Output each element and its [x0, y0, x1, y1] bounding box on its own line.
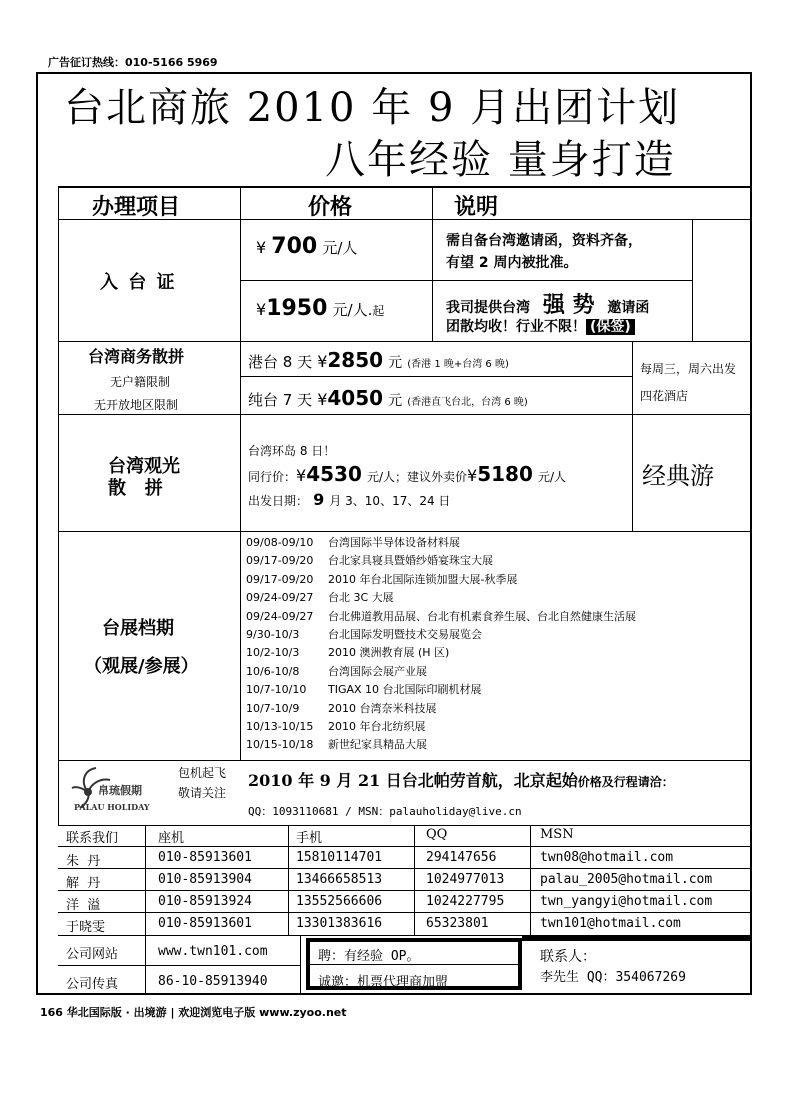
ad-hotline: 广告征订热线：010-5166 5969	[48, 56, 218, 69]
entry-permit-note-1a: 需自备台湾邀请函，资料齐备，	[446, 233, 642, 249]
contact-header: QQ	[426, 827, 448, 842]
col-divider-2	[432, 186, 433, 341]
fax-label: 公司传真	[66, 977, 119, 992]
route-note: (香港 1 晚+台湾 6 晚)	[407, 359, 509, 370]
currency-symbol: ¥	[467, 466, 478, 485]
contact-cell: 13301383616	[296, 916, 383, 931]
expo-name: 新世纪家具精品大展	[328, 738, 427, 752]
currency-symbol: ¥	[317, 352, 328, 371]
expo-date: 10/2-10/3	[246, 646, 300, 660]
charter-headline	[248, 768, 674, 791]
contact-cell: 65323801	[426, 916, 489, 931]
expo-item	[246, 589, 394, 605]
route-name: 港台 8 天	[248, 353, 313, 371]
contact-cell: 010-85913924	[158, 894, 252, 909]
expo-date: 09/17-09/20	[246, 554, 314, 568]
expo-item	[246, 608, 636, 624]
col-divider-1	[240, 186, 241, 760]
contact-cell: 13466658513	[296, 872, 383, 887]
price-unit: 元/人	[322, 239, 358, 257]
sightseeing-label-2: 散 拼	[108, 478, 163, 499]
business-sub-1: 无户籍限制	[110, 375, 171, 389]
contact-cell: 1024977013	[426, 872, 505, 887]
expo-date: 10/13-10/15	[246, 720, 314, 733]
logo-en: PALAU HOLIDAY	[74, 802, 150, 812]
entry-permit-note-2a	[446, 288, 649, 319]
contact-cell: 13552566606	[296, 894, 383, 909]
sightseeing-label-1: 台湾观光	[108, 456, 180, 477]
contact-row-divider	[58, 890, 752, 891]
price-suffix: 起	[372, 304, 385, 318]
business-sub-2: 无开放地区限制	[94, 398, 179, 412]
permit-right-border	[692, 219, 693, 341]
expo-name: 2010 台湾奈米科技展	[328, 701, 437, 715]
expo-date: 10/7-10/9	[246, 701, 300, 715]
entry-permit-price-2	[256, 296, 384, 321]
expo-date: 10/6-10/8	[246, 664, 300, 678]
header-note: 说明	[454, 195, 499, 220]
bottom-col-divider-1	[145, 935, 146, 995]
route-unit: 元	[388, 393, 403, 409]
row-divider-business	[58, 341, 752, 342]
expo-name: 台北家具寝具暨婚纱婚宴珠宝大展	[328, 554, 493, 568]
contact-row-divider	[58, 846, 752, 847]
expo-item	[246, 644, 449, 660]
expo-item	[246, 718, 426, 734]
fax-value: 86-10-85913940	[158, 974, 268, 989]
contact-cell: 解 丹	[66, 876, 101, 891]
guarantee-badge: (保签)	[586, 319, 635, 335]
peer-unit: 元/人；建议外卖价	[366, 470, 468, 484]
contact-email[interactable]: twn08@hotmail.com	[540, 850, 674, 865]
expo-date: 9/30-10/3	[246, 628, 300, 641]
entry-permit-label: 入 台 证	[100, 272, 177, 293]
headline-main: 2010 年 9 月 21 日台北帕劳首航，北京起始	[248, 771, 578, 790]
expo-item	[246, 571, 517, 587]
retail-unit: 元/人	[537, 470, 567, 484]
charter-contact: QQ：1093110681 / MSN：palauholiday@live.cn	[248, 805, 522, 818]
business-label: 台湾商务散拼	[88, 347, 185, 366]
contact-cell: 于晓雯	[66, 920, 106, 935]
expo-label-2: （观展/参展）	[84, 656, 199, 677]
expo-name: 台湾国际会展产业展	[328, 664, 427, 678]
route-price: 4050	[327, 386, 384, 410]
contact-col-divider	[145, 825, 146, 935]
expo-label-1: 台展档期	[102, 618, 174, 639]
site-value[interactable]: www.twn101.com	[158, 944, 268, 959]
contact-cell: 010-85913601	[158, 916, 252, 931]
entry-permit-note-1b: 有望 2 周内被批准。	[446, 255, 578, 271]
note-line: 团散均收！行业不限！	[446, 319, 586, 335]
route-name: 纯台 7 天	[248, 391, 313, 409]
contact-cell: 010-85913904	[158, 872, 252, 887]
currency-symbol: ¥	[256, 300, 267, 319]
expo-date: 10/15-10/18	[246, 738, 314, 752]
row-divider-charter	[58, 760, 752, 761]
contact-box-top-bar	[522, 935, 752, 941]
note-prefix: 我司提供台湾	[446, 300, 530, 316]
bottom-section-mid-line	[58, 965, 300, 966]
date-month: 9	[313, 490, 325, 509]
contact-cell: 1024227795	[426, 894, 505, 909]
site-label: 公司网站	[66, 947, 119, 962]
note-suffix: 邀请函	[607, 300, 650, 316]
page-subtitle: 八年经验 量身打造	[325, 137, 676, 183]
bottom-col-divider-2	[300, 935, 301, 995]
expo-name: TIGAX 10 台北国际印刷机材展	[328, 683, 482, 697]
contact-row-divider	[58, 868, 752, 869]
expo-name: 2010 澳洲教育展 (H 区)	[328, 646, 450, 660]
date-label: 出发日期：	[248, 494, 309, 508]
expo-item	[246, 736, 427, 752]
contact-col-divider	[414, 825, 415, 935]
business-side-2: 四花酒店	[640, 389, 689, 403]
entry-permit-note-2b	[446, 316, 635, 336]
route-note: (香港直飞台北，台湾 6 晚)	[407, 397, 528, 408]
row-divider-sightseeing	[58, 414, 752, 415]
peer-label: 同行价：	[248, 470, 297, 484]
contact-header: 手机	[296, 831, 323, 846]
palau-holiday-logo	[70, 762, 150, 816]
sightseeing-side: 经典游	[642, 462, 714, 490]
business-side-1: 每周三，周六出发	[640, 362, 737, 376]
row-divider-contacts	[58, 825, 752, 826]
contact-email[interactable]: palau_2005@hotmail.com	[540, 872, 713, 887]
sightseeing-line-1: 台湾环岛 8 日！	[248, 444, 336, 458]
route-price: 2850	[327, 348, 384, 372]
header-item: 办理项目	[92, 195, 181, 220]
expo-date: 09/08-09/10	[246, 536, 314, 549]
contact-header: MSN	[540, 827, 574, 842]
contact-header: 座机	[158, 831, 185, 846]
expo-name: 台北 3C 大展	[328, 591, 394, 605]
contact-col-divider	[288, 825, 289, 935]
contact-person-value: 李先生 QQ：354067269	[540, 970, 686, 985]
header-price: 价格	[308, 195, 353, 220]
price-unit: 元/人.	[332, 301, 373, 319]
price-value: 1950	[266, 296, 328, 321]
expo-name: 2010 年台北纺织展	[328, 720, 426, 733]
currency-symbol: ¥	[317, 390, 328, 409]
expo-name: 2010 年台北国际连锁加盟大展-秋季展	[328, 572, 518, 586]
business-route-1	[248, 348, 509, 372]
row-divider-business-routes	[240, 376, 632, 377]
expo-date: 09/17-09/20	[246, 572, 314, 586]
expo-item	[246, 626, 482, 642]
expo-name: 台北佛道教用品展、台北有机素食养生展、台北自然健康生活展	[328, 609, 636, 623]
expo-item	[246, 534, 460, 550]
invite-text: 诚邀：机票代理商加盟	[318, 975, 449, 990]
page-footer: 166 华北国际版 · 出境游 | 欢迎浏览电子版 www.zyoo.net	[40, 1006, 347, 1019]
contact-col-divider	[530, 825, 531, 935]
contact-cell: 15810114701	[296, 850, 383, 865]
expo-name: 台湾国际半导体设备材料展	[328, 536, 460, 549]
charter-label-2: 敬请关注	[178, 786, 227, 800]
expo-date: 09/24-09/27	[246, 609, 314, 623]
contact-cell: 294147656	[426, 850, 497, 865]
peer-price: 4530	[306, 462, 362, 486]
row-divider-expo	[58, 531, 752, 532]
expo-item	[246, 663, 427, 679]
headline-tail: 价格及行程请洽：	[577, 775, 674, 789]
price-value: 700	[271, 234, 318, 259]
sightseeing-dates	[248, 490, 450, 509]
hire-text: 聘：有经验 OP。	[318, 949, 420, 964]
row-divider-permit	[240, 280, 692, 281]
contact-email[interactable]: twn_yangyi@hotmail.com	[540, 894, 713, 909]
contact-cell: 朱 丹	[66, 854, 101, 869]
note-strong: 强 势	[542, 293, 595, 318]
route-unit: 元	[388, 355, 403, 371]
expo-date: 09/24-09/27	[246, 591, 314, 605]
expo-date: 10/7-10/10	[246, 683, 307, 697]
expo-name: 台北国际发明暨技术交易展览会	[328, 628, 482, 641]
contact-row-divider	[58, 912, 752, 913]
contact-email[interactable]: twn101@hotmail.com	[540, 916, 681, 931]
table-left-border	[58, 186, 59, 825]
page-title: 台北商旅 2010 年 9 月出团计划	[64, 85, 681, 131]
date-rest: 月 3、10、17、24 日	[329, 494, 451, 508]
expo-item	[246, 552, 493, 568]
expo-item	[246, 700, 437, 716]
currency-symbol: ¥	[296, 466, 307, 485]
contact-cell: 洋 溢	[66, 898, 101, 913]
table-top-line	[58, 186, 752, 188]
col-divider-3	[632, 341, 633, 531]
entry-permit-price-1	[256, 234, 357, 259]
business-route-2	[248, 386, 528, 410]
retail-price: 5180	[477, 462, 533, 486]
sightseeing-prices	[248, 462, 566, 486]
logo-cn: 帛琉假期	[98, 784, 142, 797]
charter-label-1: 包机起飞	[178, 766, 227, 780]
contact-cell: 010-85913601	[158, 850, 252, 865]
currency-symbol: ¥	[256, 238, 267, 257]
contact-header: 联系我们	[66, 831, 119, 846]
contact-person-label: 联系人：	[540, 949, 596, 965]
expo-item	[246, 681, 482, 697]
hire-box-divider	[306, 964, 522, 965]
